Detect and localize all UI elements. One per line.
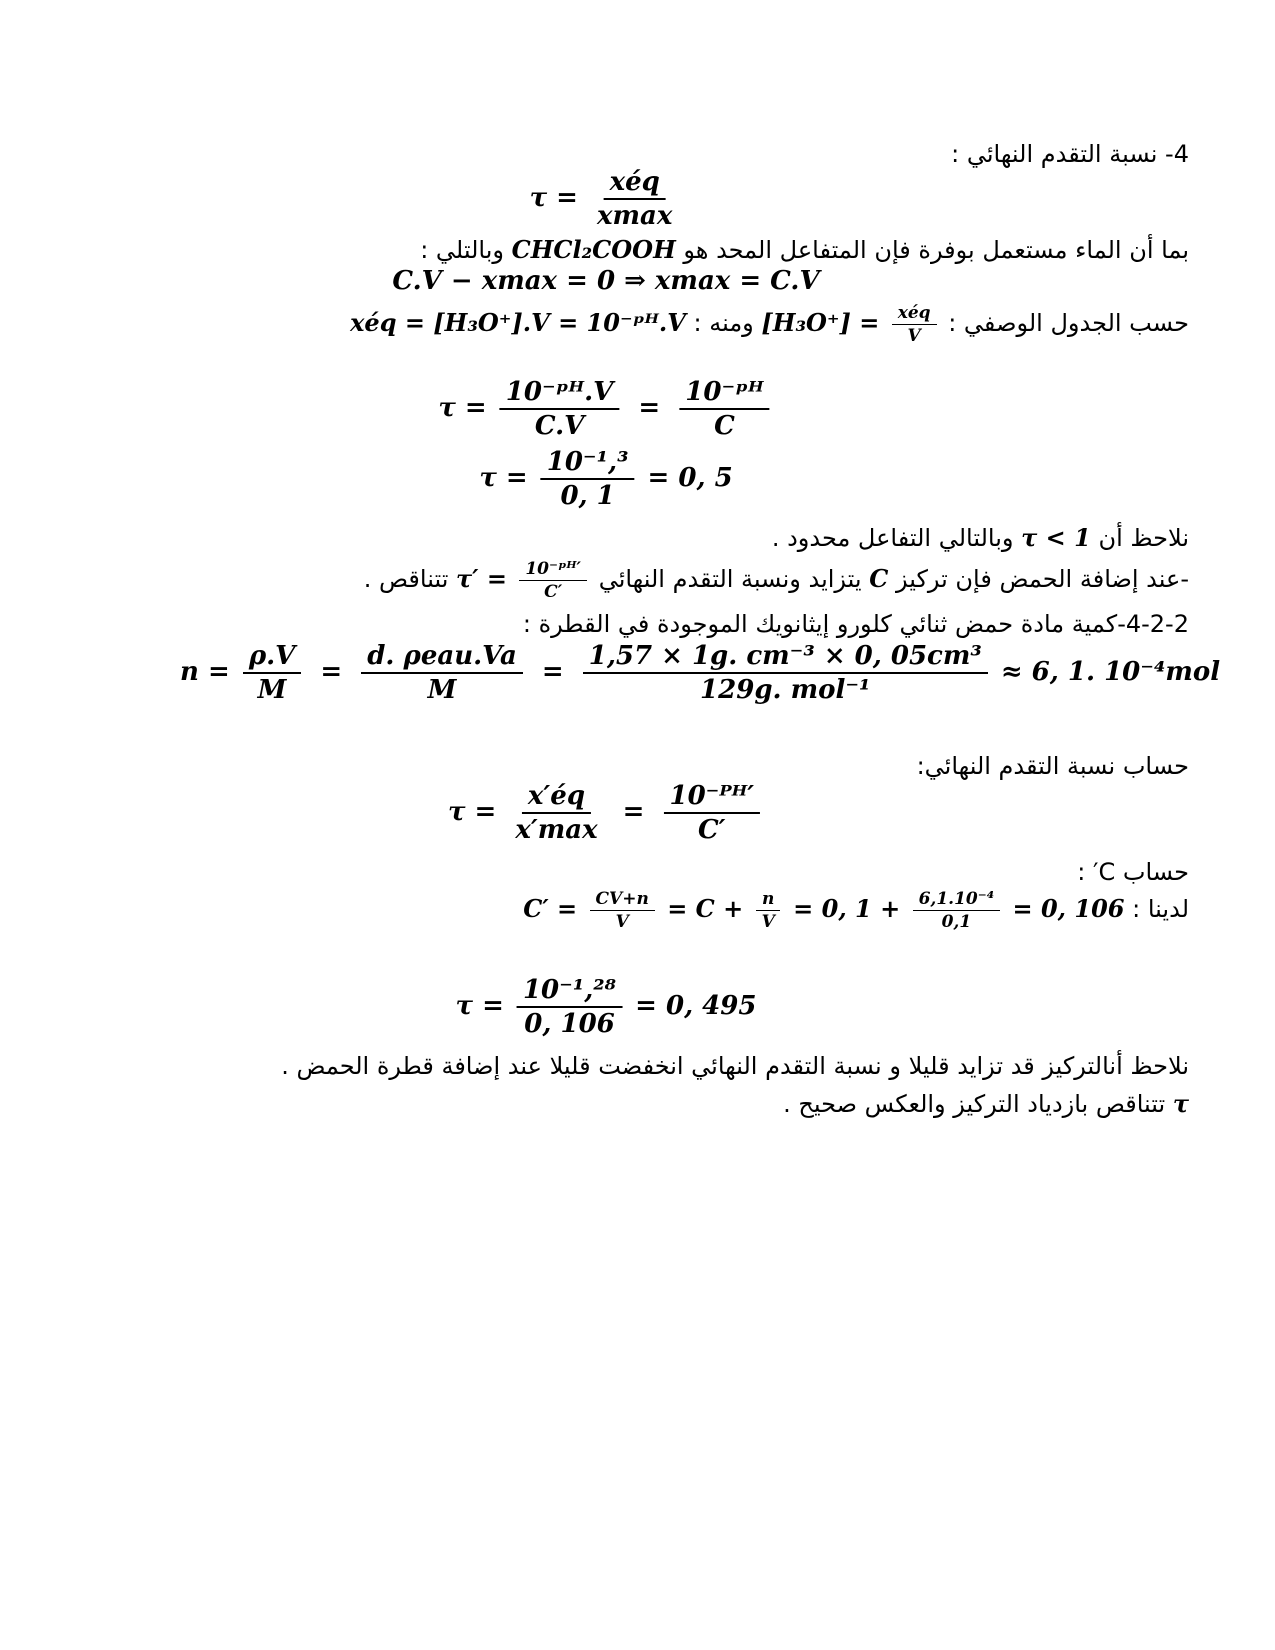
fraction-numerator: 10⁻ᵖᴴ xyxy=(679,378,769,410)
fraction-denominator: C′ xyxy=(697,814,726,845)
note-line-1: نلاحظ أنالتركيز قد تزايد قليلا و نسبة التقدم النهائي انخفضت قليلا عند إضافة قطرة الحمض . xyxy=(281,1052,1189,1080)
fraction-denominator: 0, 106 xyxy=(524,1008,615,1039)
fraction-numerator: CV+n xyxy=(590,890,655,911)
fraction-denominator: 0,1 xyxy=(941,911,972,932)
note-line-2 xyxy=(783,1088,1189,1120)
text-segment: يتزايد ونسبة التقدم النهائي xyxy=(598,565,862,594)
tau-value-equation xyxy=(479,448,732,510)
fraction-denominator: C.V xyxy=(534,410,585,441)
descriptive-table-line: حسب الجدول الوصفي : [H₃O⁺] = $\frac{\text{xéq}}{V}$ ومنه : xéq = [H₃O⁺].V = 10⁻ᵖᴴ.V xyxy=(350,303,1189,346)
text-segment: تتناقص بازدياد التركيز والعكس صحيح . xyxy=(783,1090,1166,1118)
symbol-tau: τ xyxy=(1172,1089,1189,1118)
concentration-expr: [H₃O⁺] = xyxy=(761,308,880,338)
section-4-title: 4- نسبة التقدم النهائي : xyxy=(951,140,1189,168)
fraction-denominator: M xyxy=(257,674,287,705)
text-segment: بما أن الماء مستعمل بوفرة فإن المتفاعل المحد هو xyxy=(683,236,1189,264)
eq-lhs: τ = xyxy=(529,183,578,214)
eq-lhs: C′ = xyxy=(523,894,578,924)
symbol-c: C xyxy=(869,564,889,594)
tau-final-equation xyxy=(456,976,757,1038)
fraction-denominator: C xyxy=(714,410,735,441)
text-segment: نلاحظ أن xyxy=(1098,524,1189,552)
eq-lhs: τ = xyxy=(438,393,487,424)
chemical-formula: CHCl₂COOH xyxy=(511,235,676,264)
fraction-numerator: 10⁻ᵖᴴ.V xyxy=(500,378,620,410)
calc-c-prime-title: حساب C′ : xyxy=(1077,858,1189,886)
text-segment: حسب الجدول الوصفي : xyxy=(948,309,1189,338)
eq-lhs: τ = xyxy=(447,797,497,828)
c-prime-line xyxy=(523,890,1189,931)
eq-result: = 0, 495 xyxy=(635,991,757,1022)
eq-segment: = C + xyxy=(667,894,744,924)
adding-acid-line xyxy=(364,560,1189,601)
fraction-denominator: 0, 1 xyxy=(560,480,615,511)
xeq-expr: xéq = [H₃O⁺].V = 10⁻ᵖᴴ.V xyxy=(350,308,686,338)
fraction-numerator: d. ρeau.Va xyxy=(361,642,523,674)
eq-segment: = 0, 1 + xyxy=(793,894,901,924)
fraction-numerator: n xyxy=(756,890,780,911)
inequality: τ < 1 xyxy=(1021,523,1091,552)
fraction-denominator: M xyxy=(427,674,457,705)
eq-lhs: τ = xyxy=(455,991,504,1022)
fraction-denominator: x′max xyxy=(515,814,598,845)
eq-result: = 0, 5 xyxy=(647,463,733,494)
fraction-numerator: x′éq xyxy=(522,782,591,814)
text-segment: وبالتالي التفاعل محدود . xyxy=(771,524,1014,552)
text-segment: وبالتلي : xyxy=(420,236,504,264)
tau-definition-equation xyxy=(530,168,683,230)
fraction-numerator: 10⁻¹,³ xyxy=(541,448,635,480)
text-segment: تتناقص . xyxy=(363,565,449,594)
fraction-numerator: 6,1.10⁻⁴ xyxy=(913,890,1001,911)
tau-prime-lhs: τ′ = xyxy=(456,564,507,594)
fraction-denominator: V xyxy=(761,911,775,932)
fraction-numerator: 1,57 × 1g. cm⁻³ × 0, 05cm³ xyxy=(583,642,988,674)
eq-result: ≈ 6, 1. 10⁻⁴mol xyxy=(1000,657,1221,688)
fraction-numerator: 10⁻ᵖᴴ′ xyxy=(519,560,587,581)
eq-result: = 0, 106 xyxy=(1012,894,1125,924)
fraction-denominator: V xyxy=(615,911,629,932)
text-segment: -عند إضافة الحمض فإن تركيز xyxy=(895,565,1189,594)
limiting-reagent-line xyxy=(420,234,1189,266)
eq-lhs: n = xyxy=(180,657,230,688)
calc-tau-title: حساب نسبة التقدم النهائي: xyxy=(916,752,1189,780)
xmax-equation: C.V − xmax = 0 ⇒ xmax = C.V xyxy=(392,266,820,296)
tau-general-equation: τ = $\frac{\text{10⁻ᵖᴴ.V}}{C.V}$ = $\frac{\text{10⁻ᵖᴴ}}{C}$ xyxy=(438,378,773,440)
eq-lhs: τ = xyxy=(479,463,528,494)
fraction-numerator: 10⁻ᴾᴴ′ xyxy=(663,782,760,814)
conclusion-line xyxy=(772,522,1189,554)
text-segment: لدينا : xyxy=(1132,895,1189,924)
fraction-denominator: 129g. mol⁻¹ xyxy=(700,674,871,705)
fraction-numerator: 10⁻¹,²⁸ xyxy=(517,976,622,1008)
section-4-2-2-title: 4-2-2-كمية مادة حمض ثنائي كلورو إيثانويك الموجودة في القطرة : xyxy=(522,610,1189,638)
moles-equation: n = $\frac{\rho.V}{M}$ = $\frac{\text{d. ρeau.Va}}{M}$ = $\frac{\text{1,57 × 1g. cm⁻³ × 0, 05cm³}}{\text{129g. mol⁻¹}}$ ≈ 6, 1. 10⁻⁴mol xyxy=(180,641,1221,705)
fraction-numerator: xéq xyxy=(604,168,666,200)
text-segment: ومنه : xyxy=(693,309,754,338)
tau-prime-equation: τ = $\frac{x'éq}{x'\max}$ = $\frac{\text{10⁻ᴾᴴ′}}{C'}$ xyxy=(448,782,764,844)
fraction-denominator: C′ xyxy=(544,581,563,602)
fraction-denominator: xmax xyxy=(597,200,673,231)
fraction-numerator: ρ.V xyxy=(243,642,302,674)
